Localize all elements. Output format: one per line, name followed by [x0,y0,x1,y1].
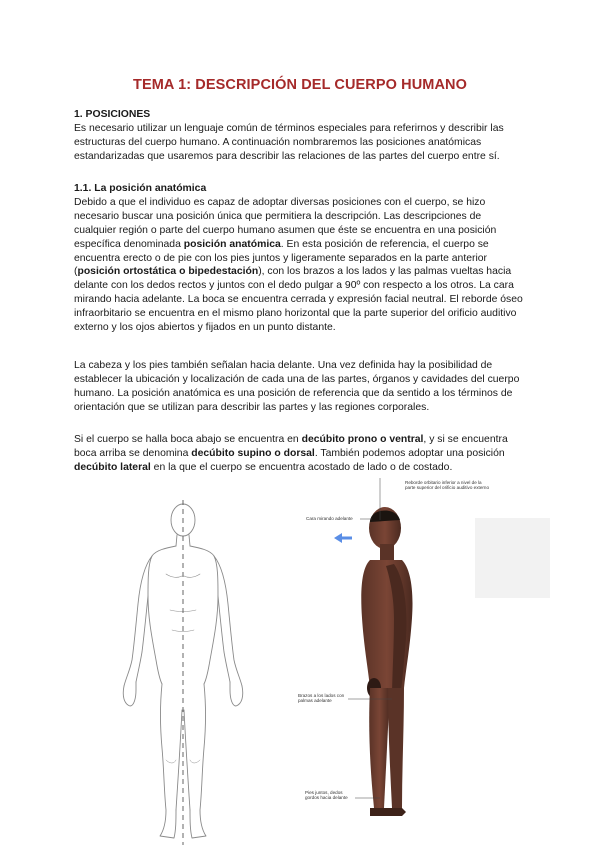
section-posiciones [74,108,526,164]
anatomical-outline-figure [108,500,258,845]
section-heading: 1. POSICIONES [74,109,151,120]
paragraph-block [74,433,526,475]
annotation-feet: Pies juntos, dedos gordos hacia delante [305,790,348,801]
paragraph: Si el cuerpo se halla boca abajo se encuentra en decúbito prono o ventral, y si se encuentra boca arriba se denomina decúbito supino o dorsal. También podemos adoptar una posición decúbito lateral en la que el cuerpo se encuentra acostado de lado o de costado. [74,434,508,473]
annotation-orbit: Reborde orbitario inferior a nivel de la parte superior del orificio auditivo externo [405,480,490,491]
annotation-arms: Brazos a los lados con palmas adelante [298,693,345,704]
annotation-face: Cara mirando adelante [306,516,353,521]
paragraph-block [74,359,526,415]
paragraph: Debido a que el individuo es capaz de adoptar diversas posiciones con el cuerpo, se hizo necesario buscar una posición única que permitiera la descripción. Las descripciones de cualquier región o parte del cuerpo humano asumen que éste se encuentra en una posición específica denominada posición anatómica. En esta posición de referencia, el cuerpo se encuentra erecto o de pie con los pies juntos y ligeramente separados en la parte anterior (posición ortostática o bipedestación), con los brazos a los lados y las palmas vueltas hacia delante con los dedos rectos y juntos con el dedo pulgar a 90º con respecto a los otros. La cara mirando hacia adelante. La boca se encuentra cerrada y expresión facial neutral. El reborde óseo infraorbitario se encuentra en el mismo plano horizontal que la parte superior del orificio auditivo externo y los ojos abiertos y fijados en un punto distante. [74,196,523,334]
paragraph: La cabeza y los pies también señalan hacia delante. Una vez definida hay la posibilidad de establecer la ubicación y localización de cada una de las partes, órganos y cavidades del cuerpo humano. La posición anatómica es una posición de referencia que da sentido a los términos de orientación que se utilizan para describir las partes y las regiones corporales. [74,360,520,413]
section-posicion-anatomica [74,182,526,335]
page-title: TEMA 1: DESCRIPCIÓN DEL CUERPO HUMANO [133,77,467,93]
section-heading: 1.1. La posición anatómica [74,183,207,194]
paragraph: Es necesario utilizar un lenguaje común de términos especiales para referirnos y describir las estructuras del cuerpo humano. A continuación nombraremos las posiciones anatómicas estandarizadas que usaremos para describir las relaciones de las partes del cuerpo entre sí. [74,122,504,162]
